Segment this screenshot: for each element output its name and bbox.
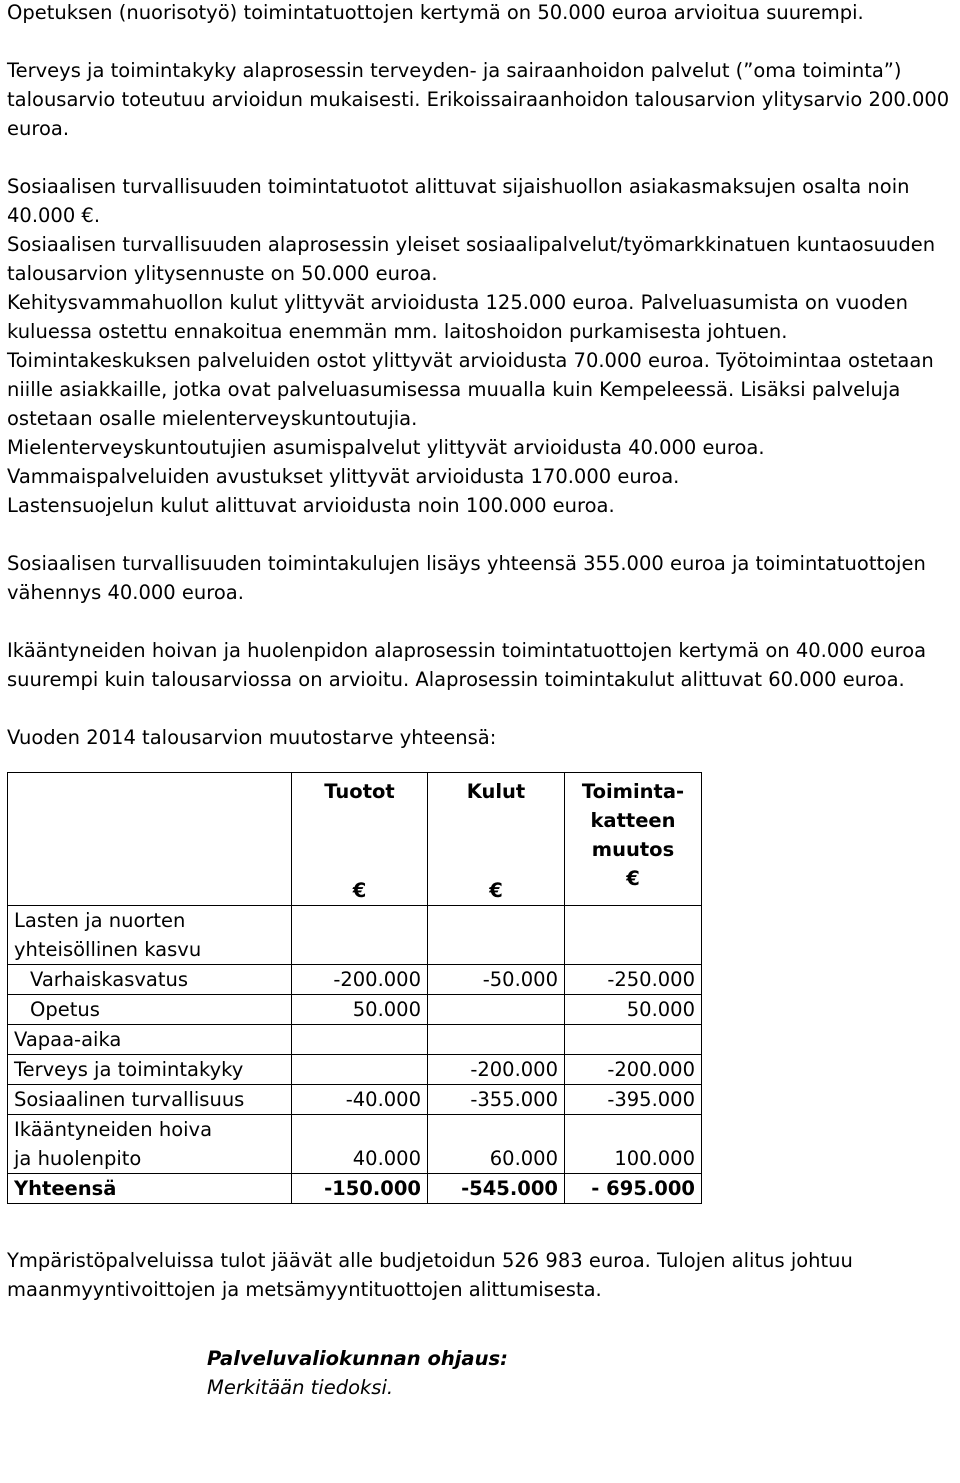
cell-tuotot: 40.000: [292, 1115, 428, 1174]
header-empty: [8, 773, 292, 906]
cell-kulut: [428, 995, 565, 1025]
cell-kulut: -50.000: [428, 965, 565, 995]
cell-kulut: [428, 906, 565, 965]
row-label: Sosiaalinen turvallisuus: [8, 1085, 292, 1115]
table-row: [8, 995, 702, 1025]
cell-kulut: -200.000: [428, 1055, 565, 1085]
total-label: Yhteensä: [8, 1174, 292, 1204]
table-row: [8, 1115, 702, 1174]
cell-muutos: 100.000: [565, 1115, 702, 1174]
row-label: Lasten ja nuorten yhteisöllinen kasvu: [8, 906, 292, 965]
cell-muutos: [565, 1025, 702, 1055]
table-row: [8, 1085, 702, 1115]
committee-directive: [207, 1344, 955, 1402]
cell-kulut: 60.000: [428, 1115, 565, 1174]
row-label: Vapaa-aika: [8, 1025, 292, 1055]
table-header-row: [8, 773, 702, 906]
paragraph-vammaispalvelut: Vammaispalveluiden avustukset ylittyvät arvioidusta 170.000 euroa.: [7, 465, 680, 488]
total-kulut: -545.000: [428, 1174, 565, 1204]
cell-muutos: -250.000: [565, 965, 702, 995]
table-total-row: [8, 1174, 702, 1204]
paragraph-ymparistopalvelut: Ympäristöpalveluissa tulot jäävät alle budjetoidun 526 983 euroa. Tulojen alitus johtuu maanmyyntivoittojen ja metsämyyntituottojen alittumisesta.: [7, 1249, 853, 1301]
cell-tuotot: -40.000: [292, 1085, 428, 1115]
budget-table: [7, 772, 702, 1204]
cell-kulut: -355.000: [428, 1085, 565, 1115]
cell-tuotot: 50.000: [292, 995, 428, 1025]
total-tuotot: -150.000: [292, 1174, 428, 1204]
cell-muutos: [565, 906, 702, 965]
row-label: Terveys ja toimintakyky: [8, 1055, 292, 1085]
header-muutos: Toiminta- katteen muutos €: [565, 773, 702, 906]
cell-tuotot: [292, 906, 428, 965]
cell-tuotot: -200.000: [292, 965, 428, 995]
header-tuotot: Tuotot €: [292, 773, 428, 906]
paragraph-ikaantyneet: Ikääntyneiden hoivan ja huolenpidon alaprosessin toimintatuottojen kertymä on 40.000 euroa suurempi kuin talousarviossa on arvioitu. Alaprosessin toimintakulut alittuvat 60.000 euroa.: [7, 639, 927, 691]
document-page: [7, 0, 955, 1402]
row-label: Opetus: [8, 995, 292, 1025]
row-label: Varhaiskasvatus: [8, 965, 292, 995]
paragraph-terveys: Terveys ja toimintakyky alaprosessin terveyden- ja sairaanhoidon palvelut (”oma toiminta”) talousarvio toteutuu arvioidun mukaisesti. Erikoissairaanhoidon talousarvion ylitysarvio 200.000 euroa.: [7, 59, 950, 140]
directive-text: Merkitään tiedoksi.: [207, 1376, 394, 1399]
table-row: [8, 1055, 702, 1085]
row-label: Ikääntyneiden hoiva ja huolenpito: [8, 1115, 292, 1174]
currency-symbol: €: [489, 879, 503, 902]
cell-muutos: -395.000: [565, 1085, 702, 1115]
paragraph-sosiaalinen-yhteensa: Sosiaalisen turvallisuuden toimintakulujen lisäys yhteensä 355.000 euroa ja toimintatuottojen vähennys 40.000 euroa.: [7, 552, 926, 604]
table-row: [8, 906, 702, 965]
cell-muutos: 50.000: [565, 995, 702, 1025]
paragraph-lastensuojelu: Lastensuojelun kulut alittuvat arvioidusta noin 100.000 euroa.: [7, 494, 615, 517]
currency-symbol: €: [352, 879, 367, 902]
cell-tuotot: [292, 1055, 428, 1085]
paragraph-opetus: Opetuksen (nuorisotyö) toimintatuottojen kertymä on 50.000 euroa arvioitua suurempi.: [7, 1, 864, 24]
cell-muutos: -200.000: [565, 1055, 702, 1085]
paragraph-mielenterveys: Mielenterveyskuntoutujien asumispalvelut ylittyvät arvioidusta 40.000 euroa.: [7, 436, 765, 459]
paragraph-sosiaalipalvelut: Sosiaalisen turvallisuuden alaprosessin yleiset sosiaalipalvelut/työmarkkinatuen kuntaosuuden talousarvion ylitysennuste on 50.000 euroa.: [7, 233, 936, 285]
cell-kulut: [428, 1025, 565, 1055]
table-row: [8, 965, 702, 995]
paragraph-kehitysvammahuolto: Kehitysvammahuollon kulut ylittyvät arvioidusta 125.000 euroa. Palveluasumista on vuoden kuluessa ostettu ennakoitua enemmän mm. laitoshoidon purkamisesta johtuen.: [7, 291, 909, 343]
currency-symbol: €: [626, 867, 640, 890]
paragraph-muutostarve: Vuoden 2014 talousarvion muutostarve yhteensä:: [7, 726, 497, 749]
table-row: [8, 1025, 702, 1055]
paragraph-toimintakeskus: Toimintakeskuksen palveluiden ostot ylittyvät arvioidusta 70.000 euroa. Työtoimintaa ostetaan niille asiakkaille, jotka ovat palveluasumisessa muualla kuin Kempeleessä. Lisäksi palveluja ostetaan osalle mielenterveyskuntoutujia.: [7, 349, 934, 430]
total-muutos: - 695.000: [565, 1174, 702, 1204]
directive-title: Palveluvaliokunnan ohjaus:: [207, 1347, 508, 1370]
cell-tuotot: [292, 1025, 428, 1055]
paragraph-sosiaalinen-tuotot: Sosiaalisen turvallisuuden toimintatuotot alittuvat sijaishuollon asiakasmaksujen osalta noin 40.000 €.: [7, 175, 910, 227]
header-kulut: Kulut €: [428, 773, 565, 906]
